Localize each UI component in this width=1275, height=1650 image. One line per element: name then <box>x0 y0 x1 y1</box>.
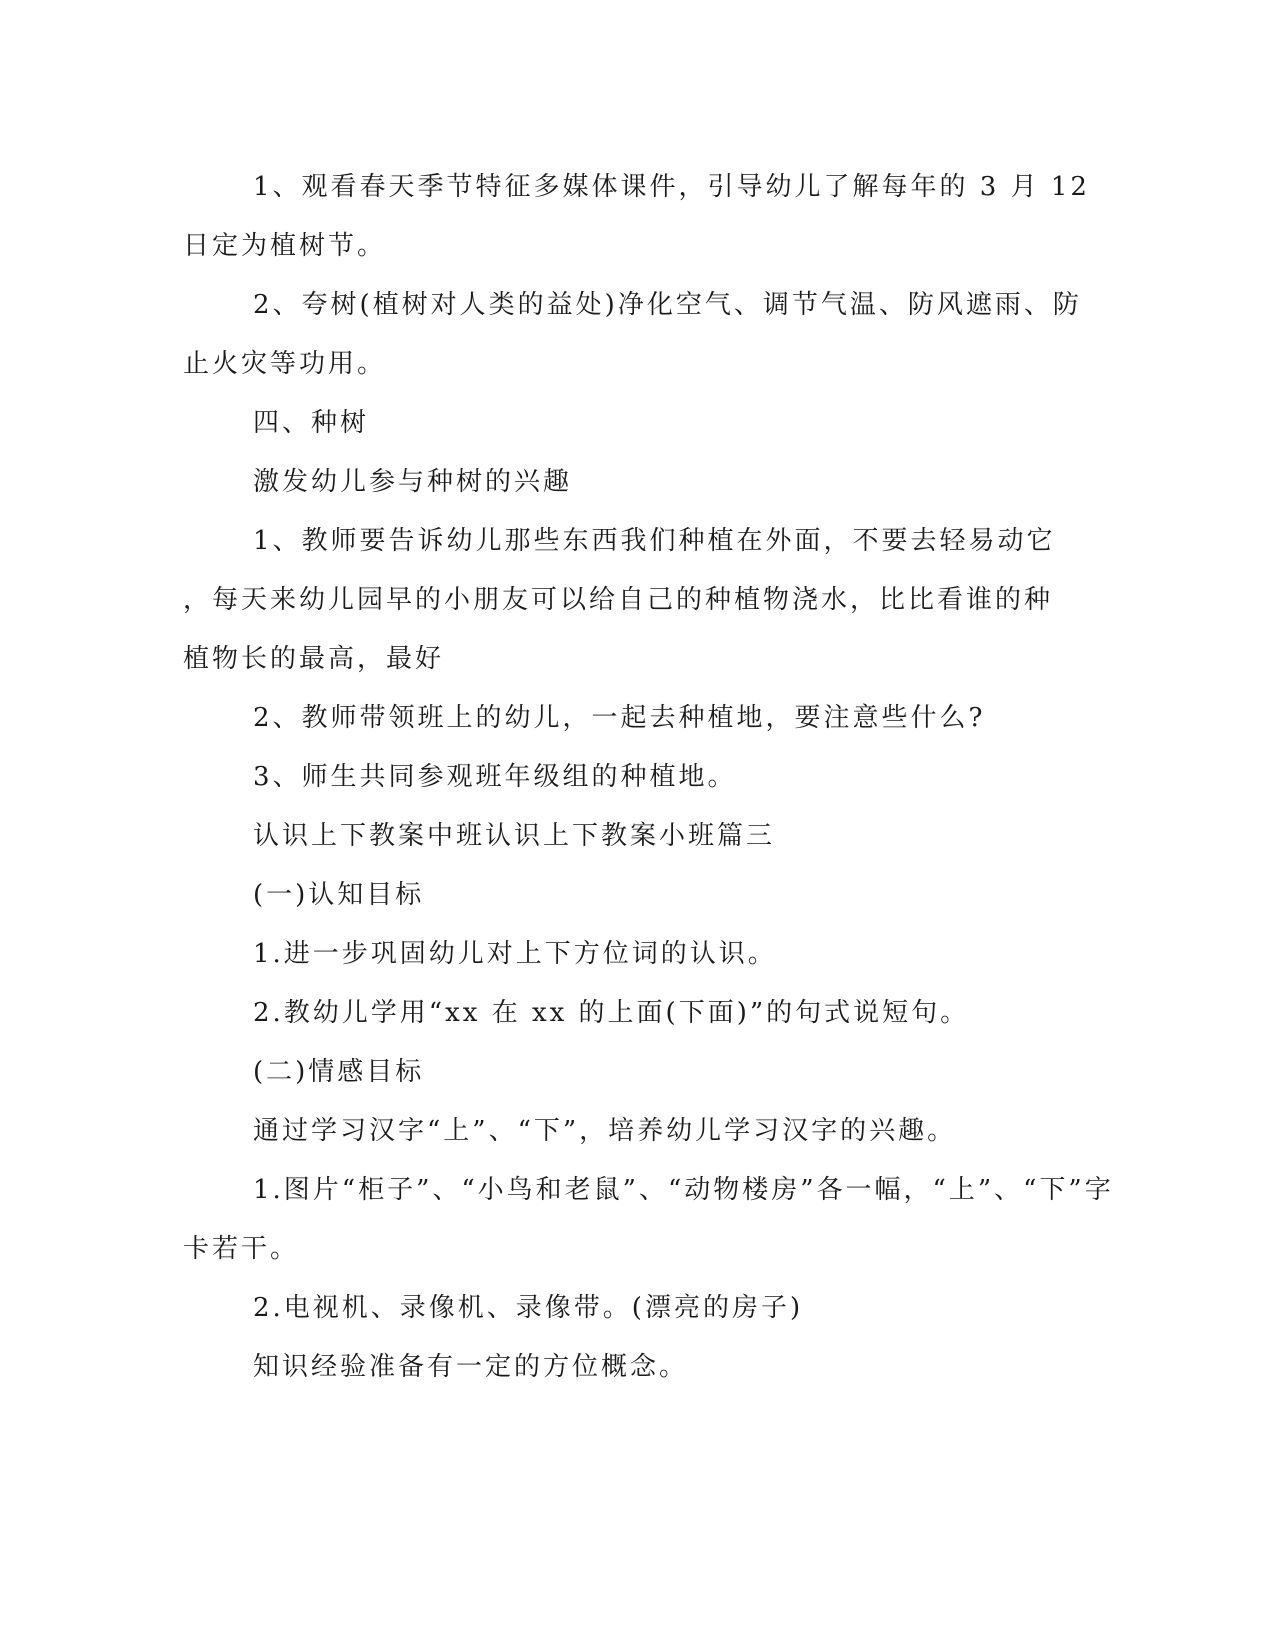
text-line: 知识经验准备有一定的方位概念。 <box>253 1352 689 1382</box>
text-line: 2、教师带领班上的幼儿，一起去种植地，要注意些什么? <box>253 703 986 733</box>
text-line: 2.教幼儿学用“xx 在 xx 的上面(下面)”的句式说短句。 <box>253 998 970 1028</box>
text-line: 1、观看春天季节特征多媒体课件，引导幼儿了解每年的 3 月 12 <box>253 172 1090 202</box>
text-line: 植物长的最高，最好 <box>183 644 445 674</box>
section-heading: (一)认知目标 <box>253 880 425 910</box>
text-line: ，每天来幼儿园早的小朋友可以给自己的种植物浇水，比比看谁的种 <box>183 585 1054 615</box>
article-title: 认识上下教案中班认识上下教案小班篇三 <box>253 821 776 851</box>
text-line: 1.进一步巩固幼儿对上下方位词的认识。 <box>253 939 777 969</box>
text-line: 1.图片“柜子”、“小鸟和老鼠”、“动物楼房”各一幅，“上”、“下”字 <box>253 1175 1114 1205</box>
document-body <box>183 158 1114 1397</box>
text-line: 1、教师要告诉幼儿那些东西我们种植在外面，不要去轻易动它 <box>253 526 1056 556</box>
text-line: 2.电视机、录像机、录像带。(漂亮的房子) <box>253 1293 804 1323</box>
text-line: 2、夸树(植树对人类的益处)净化空气、调节气温、防风遮雨、防 <box>253 290 1082 320</box>
section-heading: 四、种树 <box>253 408 370 438</box>
text-line: 卡若干。 <box>183 1234 300 1264</box>
text-line: 激发幼儿参与种树的兴趣 <box>253 467 573 497</box>
text-line: 止火灾等功用。 <box>183 349 387 379</box>
text-line: 通过学习汉字“上”、“下”，培养幼儿学习汉字的兴趣。 <box>253 1116 957 1146</box>
section-heading: (二)情感目标 <box>253 1057 425 1087</box>
text-line: 3、师生共同参观班年级组的种植地。 <box>253 762 737 792</box>
text-line: 日定为植树节。 <box>183 231 387 261</box>
